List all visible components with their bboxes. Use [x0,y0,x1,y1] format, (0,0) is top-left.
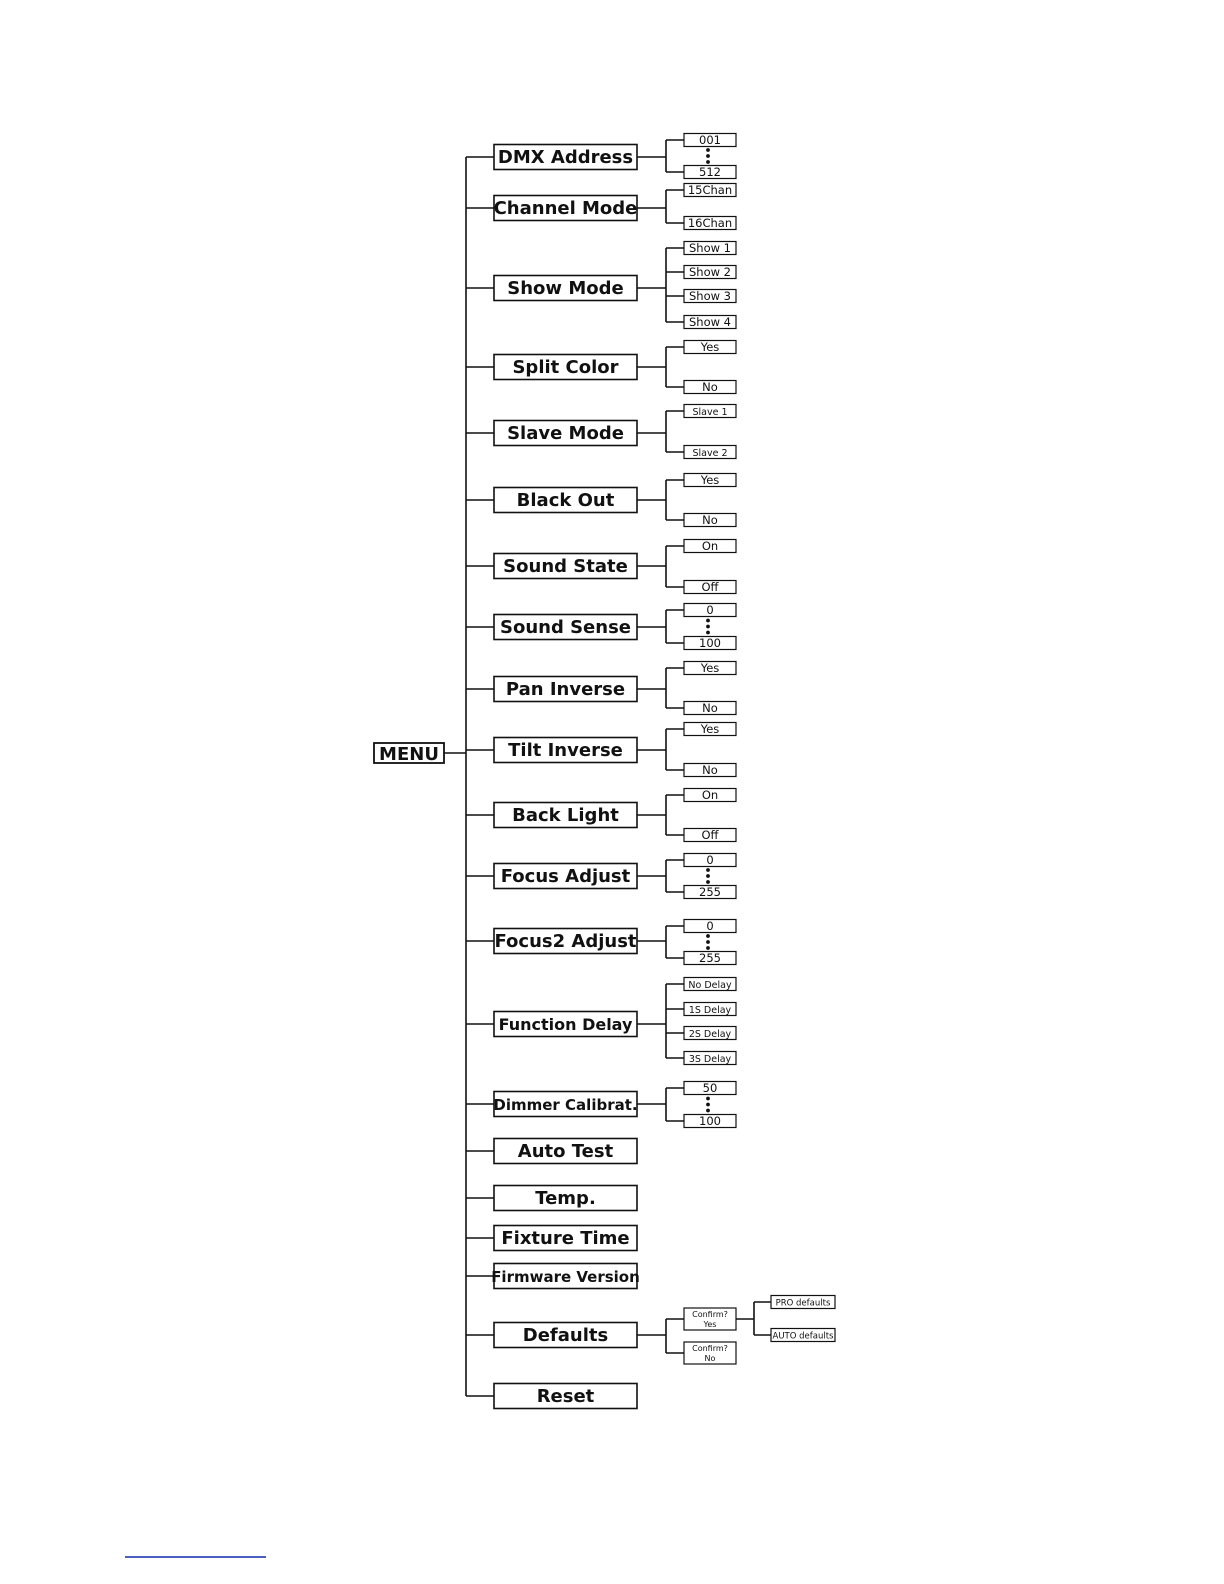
menu-item-label: Auto Test [517,1141,614,1162]
sub-option-label: AUTO defaults [772,1331,834,1342]
option-label: 100 [699,636,721,650]
menu-item-label: Black Out [516,490,615,511]
menu-item-label: Focus2 Adjust [494,931,637,952]
range-ellipsis-dot [706,934,710,938]
option-label: Slave 2 [692,448,728,459]
range-ellipsis-dot [706,148,710,152]
menu-item-label: Sound Sense [499,617,632,638]
option-label: 2S Delay [688,1029,732,1040]
menu-root-label: MENU [379,744,439,765]
menu-item-label: Dimmer Calibrat. [493,1096,638,1114]
option-label: 255 [699,885,721,899]
menu-item-label: Sound State [503,556,628,577]
range-ellipsis-dot [706,1103,710,1107]
range-ellipsis-dot [706,946,710,950]
option-label: Show 3 [688,289,732,303]
option-label: Off [701,580,719,594]
menu-item-label: Temp. [535,1188,596,1209]
option-label: 001 [699,133,721,147]
option-label: Off [701,828,719,842]
option-label: Show 1 [688,241,732,255]
menu-item-label: Pan Inverse [505,679,626,700]
option-label: No Delay [688,980,732,991]
option-label: Yes [700,661,720,675]
option-label: No [702,763,718,777]
option-label: 3S Delay [688,1054,732,1065]
option-label: 0 [706,603,714,617]
menu-item-label: Tilt Inverse [508,740,623,761]
menu-item-label: Focus Adjust [500,866,631,887]
menu-item-label: Defaults [522,1325,609,1346]
option-label: Confirm? [692,1344,728,1353]
option-label: Show 2 [688,265,732,279]
menu-item-label: Channel Mode [493,198,638,219]
footer-link-underline[interactable] [125,1556,266,1558]
menu-item-label: Slave Mode [507,423,624,444]
option-label: On [701,788,719,802]
menu-item-label: Show Mode [507,278,624,299]
menu-item-label: Split Color [512,357,619,378]
range-ellipsis-dot [706,160,710,164]
option-label: 512 [699,165,721,179]
option-label: 255 [699,951,721,965]
range-ellipsis-dot [706,631,710,635]
option-label: Yes [700,340,720,354]
option-label: 1S Delay [688,1005,732,1016]
option-label: On [701,539,719,553]
option-label: Yes [703,1320,717,1329]
option-label: 0 [706,853,714,867]
range-ellipsis-dot [706,880,710,884]
option-label: 15Chan [687,183,733,197]
option-label: Yes [700,722,720,736]
range-ellipsis-dot [706,940,710,944]
range-ellipsis-dot [706,625,710,629]
option-label: No [702,380,718,394]
option-label: No [702,701,718,715]
menu-item-label: Back Light [512,805,619,826]
range-ellipsis-dot [706,154,710,158]
option-label: Confirm? [692,1310,728,1319]
option-label: 0 [706,919,714,933]
range-ellipsis-dot [706,874,710,878]
option-label: 50 [702,1081,718,1095]
option-label: Show 4 [688,315,732,329]
menu-item-label: DMX Address [497,147,634,168]
option-label: 100 [699,1114,721,1128]
range-ellipsis-dot [706,1109,710,1113]
option-label: 16Chan [687,216,733,230]
option-label: Yes [700,473,720,487]
option-label: No [702,513,718,527]
sub-option-label: PRO defaults [775,1298,831,1309]
option-label: Slave 1 [692,407,728,418]
menu-item-label: Reset [536,1386,595,1407]
menu-item-label: Fixture Time [501,1228,630,1249]
range-ellipsis-dot [706,868,710,872]
menu-item-label: Function Delay [498,1015,633,1034]
option-label: No [704,1354,716,1363]
menu-item-label: Firmware Version [491,1268,640,1286]
range-ellipsis-dot [706,1097,710,1101]
range-ellipsis-dot [706,619,710,623]
